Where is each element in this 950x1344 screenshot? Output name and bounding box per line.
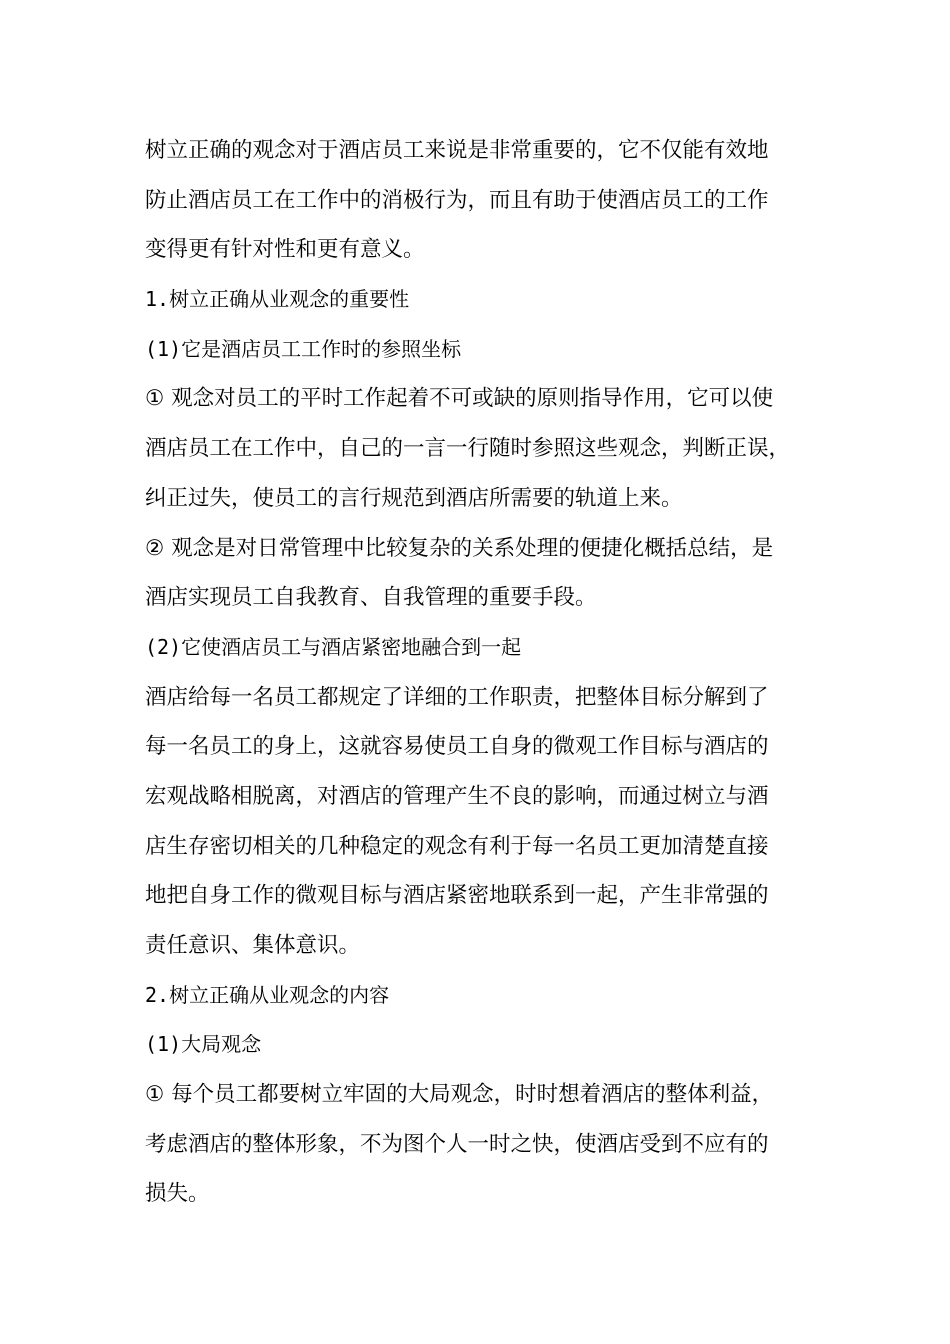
document-body xyxy=(145,126,805,1219)
section-heading-1: 1.树立正确从业观念的重要性 xyxy=(145,287,410,312)
paragraph-2-line-1: 酒店给每一名员工都规定了详细的工作职责，把整体目标分解到了 xyxy=(145,684,769,710)
paragraph-2-line-4: 店生存密切相关的几种稳定的观念有利于每一名员工更加清楚直接 xyxy=(145,833,769,859)
point-2-line-1: ② 观念是对日常管理中比较复杂的关系处理的便捷化概括总结，是 xyxy=(145,535,774,561)
paragraph-intro-line-3: 变得更有针对性和更有意义。 xyxy=(145,237,425,263)
subsection-heading-1-1: (1)它是酒店员工工作时的参照坐标 xyxy=(145,336,462,361)
subsection-heading-2-1: (1)大局观念 xyxy=(145,1032,262,1057)
point-2-line-2: 酒店实现员工自我教育、自我管理的重要手段。 xyxy=(145,585,597,611)
paragraph-2-line-5: 地把自身工作的微观目标与酒店紧密地联系到一起，产生非常强的 xyxy=(145,883,769,909)
section-heading-2: 2.树立正确从业观念的内容 xyxy=(145,982,390,1007)
point-1-line-2: 酒店员工在工作中，自己的一言一行随时参照这些观念，判断正误， xyxy=(145,436,791,462)
paragraph-intro-line-1: 树立正确的观念对于酒店员工来说是非常重要的，它不仅能有效地 xyxy=(145,138,769,163)
paragraph-2-line-2: 每一名员工的身上，这就容易使员工自身的微观工作目标与酒店的 xyxy=(145,734,769,760)
subsection-heading-1-2: (2)它使酒店员工与酒店紧密地融合到一起 xyxy=(145,634,522,659)
point-1-line-1: ① 观念对员工的平时工作起着不可或缺的原则指导作用，它可以使 xyxy=(145,386,774,412)
point-1-line-3: 纠正过失，使员工的言行规范到酒店所需要的轨道上来。 xyxy=(145,485,683,511)
point-3-line-1: ① 每个员工都要树立牢固的大局观念，时时想着酒店的整体利益， xyxy=(145,1082,774,1108)
paragraph-2-line-6: 责任意识、集体意识。 xyxy=(145,933,361,958)
paragraph-intro-line-2: 防止酒店员工在工作中的消极行为，而且有助于使酒店员工的工作 xyxy=(145,187,769,213)
point-3-line-2: 考虑酒店的整体形象，不为图个人一时之快，使酒店受到不应有的 xyxy=(145,1131,769,1157)
point-3-line-3: 损失。 xyxy=(145,1181,210,1207)
paragraph-2-line-3: 宏观战略相脱离，对酒店的管理产生不良的影响，而通过树立与酒 xyxy=(145,783,769,809)
